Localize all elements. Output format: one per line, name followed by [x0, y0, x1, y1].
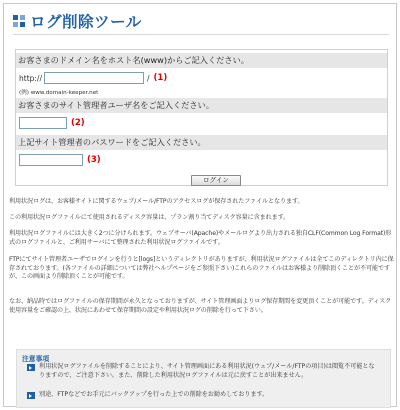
description-paragraph: 利用状況ログは、お客様サイトに関するウェブ/メール/FTPのアクセスログが保存されたファイルとなります。: [9, 198, 304, 205]
admin-password-row: [19, 154, 101, 166]
login-form: [15, 49, 388, 186]
domain-label: お客さまのドメイン名をホスト名(www)からご記入ください。: [16, 53, 387, 68]
admin-user-label: お客さまのサイト管理者ユーザ名をご記入ください。: [16, 98, 387, 113]
domain-prefix: http://: [19, 73, 42, 83]
title-divider: [13, 34, 389, 35]
squares-logo-icon: [13, 15, 26, 28]
admin-password-label: 上記サイト管理者のパスワードをご記入ください。: [16, 135, 387, 150]
domain-marker: (1): [153, 73, 168, 83]
domain-example: (例) www.domain-keeper.net: [19, 90, 99, 96]
notes-title: 注意事項: [22, 355, 50, 363]
domain-input[interactable]: [44, 72, 144, 84]
admin-user-marker: (2): [71, 118, 85, 128]
note-item: [27, 363, 377, 380]
domain-suffix: /: [146, 73, 150, 83]
page-header: [13, 11, 142, 31]
arrow-bullet-icon: [27, 364, 35, 371]
description-paragraph: FTPにてサイト管理者ユーザでログインを行うと[logs]というディレクトリがありますが、利用状況ログファイルは全てこのディレクトリ内に保存されております。(各ファイルの詳細については弊社ヘルプページをご参照下さい)これらのファイルはお客様より削除頂くことが不可能ですが、この画面より削除頂くことが可能です。: [9, 256, 394, 281]
admin-password-marker: (3): [87, 155, 101, 165]
note-item: [27, 391, 377, 400]
page-frame: [3, 3, 397, 407]
domain-row: [19, 72, 167, 84]
admin-password-input[interactable]: [19, 154, 83, 166]
notes-box: [16, 349, 391, 408]
description-paragraph: 利用状況ログファイルには大きく2つに分けられます。ウェブサーバ(Apache)やメールログより出力される独自CLF(Common Log Format)形式のログファイルと、ご利用サーバにて整理された利用状況ログファイルです。: [9, 230, 392, 246]
login-button[interactable]: ログイン: [191, 175, 241, 186]
admin-user-row: [19, 117, 85, 129]
page-title: ログ削除ツール: [30, 13, 142, 31]
note-text: 別途、FTPなどでお手元にバックアップを行った上での削除をお勧めしております。: [39, 391, 269, 398]
description-paragraph: この利用状況ログファイルにて使用されるディスク容量は、プラン割り当てディスク容量に含まれます。: [9, 214, 290, 221]
arrow-bullet-icon: [27, 392, 35, 399]
admin-user-input[interactable]: [19, 117, 67, 129]
note-text: 利用状況ログファイルを削除することにより、サイト管理画面にある利用状況(ウェブ/メール/FTPの項目)は閲覧不可能となりますので、ご注意下さい。また、削除した利用状況ログファイルは元に戻すことが出来ません。: [39, 363, 375, 379]
description-paragraph: なお、納品時ではログファイルの保存期間が永久となっておりますが、サイト管理画面よりログ保存期間を変更頂くことが可能です。ディスク使用容量をご確認の上、状況にあわせて保存期間の設定や利用状況ログの削除を行って下さい。: [9, 298, 392, 314]
